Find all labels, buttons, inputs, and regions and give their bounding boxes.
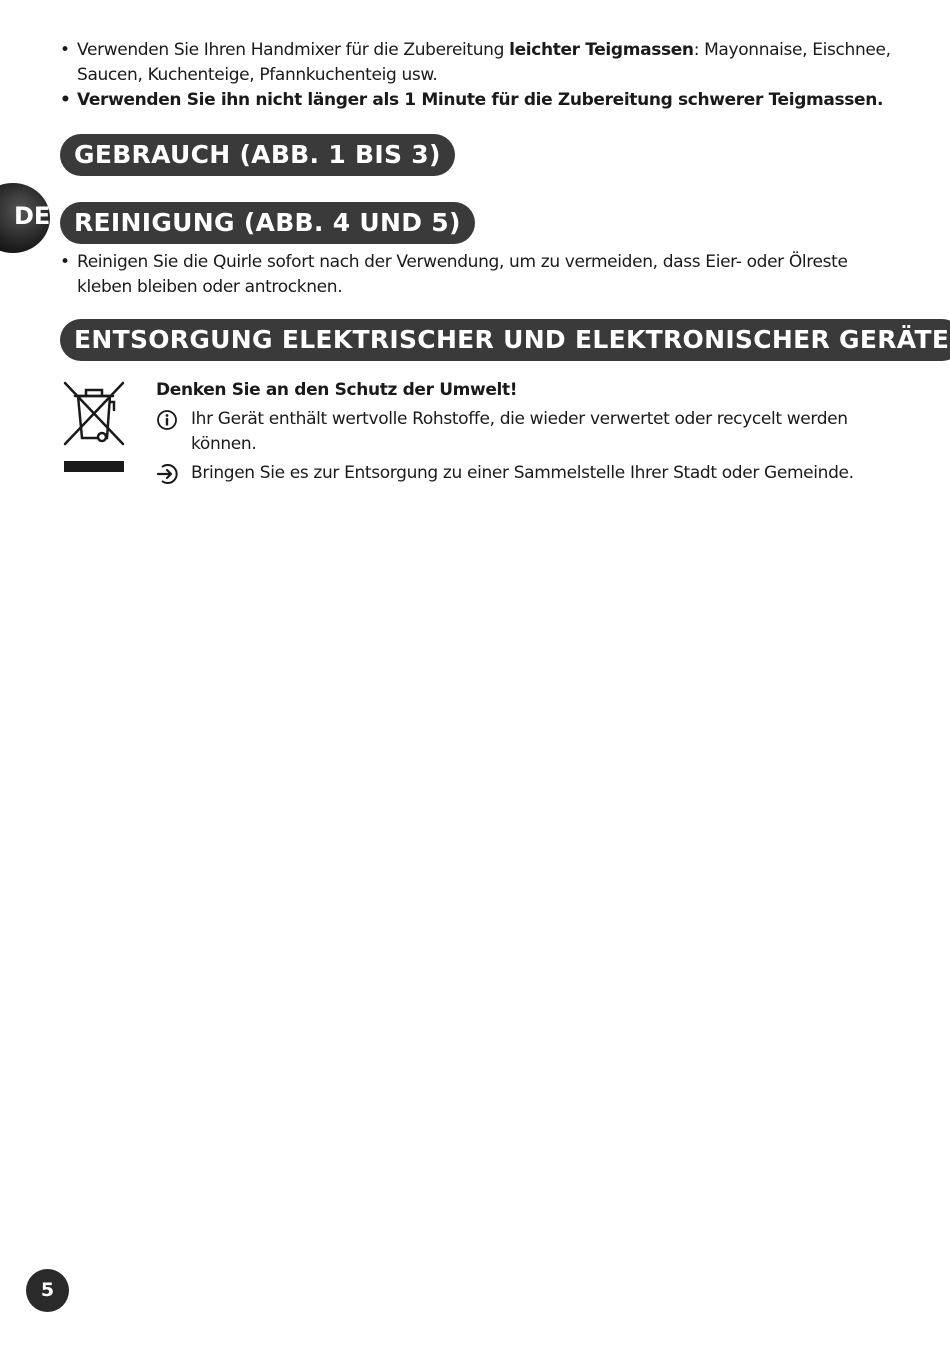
usage-note-prefix: Verwenden Sie Ihren Handmixer für die Zubereitung — [77, 40, 510, 60]
usage-notes-list — [60, 38, 900, 113]
disposal-info — [156, 378, 896, 486]
bullet-dot: • — [60, 90, 71, 110]
language-tab-label: DE — [14, 202, 51, 230]
heading-usage: GEBRAUCH (ABB. 1 BIS 3) — [60, 134, 455, 176]
heading-cleaning: REINIGUNG (ABB. 4 UND 5) — [60, 202, 475, 244]
heading-disposal: ENTSORGUNG ELEKTRISCHER UND ELEKTRONISCHER GERÄTE — [60, 319, 950, 361]
info-circle-icon — [156, 409, 178, 431]
crossed-out-wheelie-bin-icon — [62, 380, 126, 476]
usage-note-warning: Verwenden Sie ihn nicht länger als 1 Minute für die Zubereitung schwerer Teigmassen. — [77, 90, 884, 110]
disposal-action-text: Bringen Sie es zur Entsorgung zu einer Sammelstelle Ihrer Stadt oder Gemeinde. — [191, 463, 854, 483]
disposal-title: Denken Sie an den Schutz der Umwelt! — [156, 380, 518, 400]
bullet-dot: • — [60, 40, 70, 60]
page-number: 5 — [26, 1269, 69, 1312]
arrow-right-circle-icon — [156, 463, 178, 485]
language-tab — [0, 183, 50, 253]
disposal-action-row — [156, 461, 896, 486]
usage-note-emphasis: leichter Teigmassen — [509, 40, 694, 60]
cleaning-note — [60, 250, 900, 300]
usage-note-light-dough — [60, 38, 900, 88]
disposal-info-row — [156, 407, 896, 457]
cleaning-note-text: Reinigen Sie die Quirle sofort nach der Verwendung, um zu vermeiden, dass Eier- oder Ölreste kleben bleiben oder antrocknen. — [77, 252, 848, 297]
usage-note-suffix: : Mayonnaise, Eischnee, Saucen, Kuchenteige, Pfannkuchenteig usw. — [77, 40, 891, 85]
usage-note-heavy-dough — [60, 88, 900, 113]
cleaning-notes-list — [60, 250, 900, 300]
disposal-info-text: Ihr Gerät enthält wertvolle Rohstoffe, die wieder verwertet oder recycelt werden können. — [191, 409, 848, 454]
bullet-dot: • — [60, 252, 70, 272]
